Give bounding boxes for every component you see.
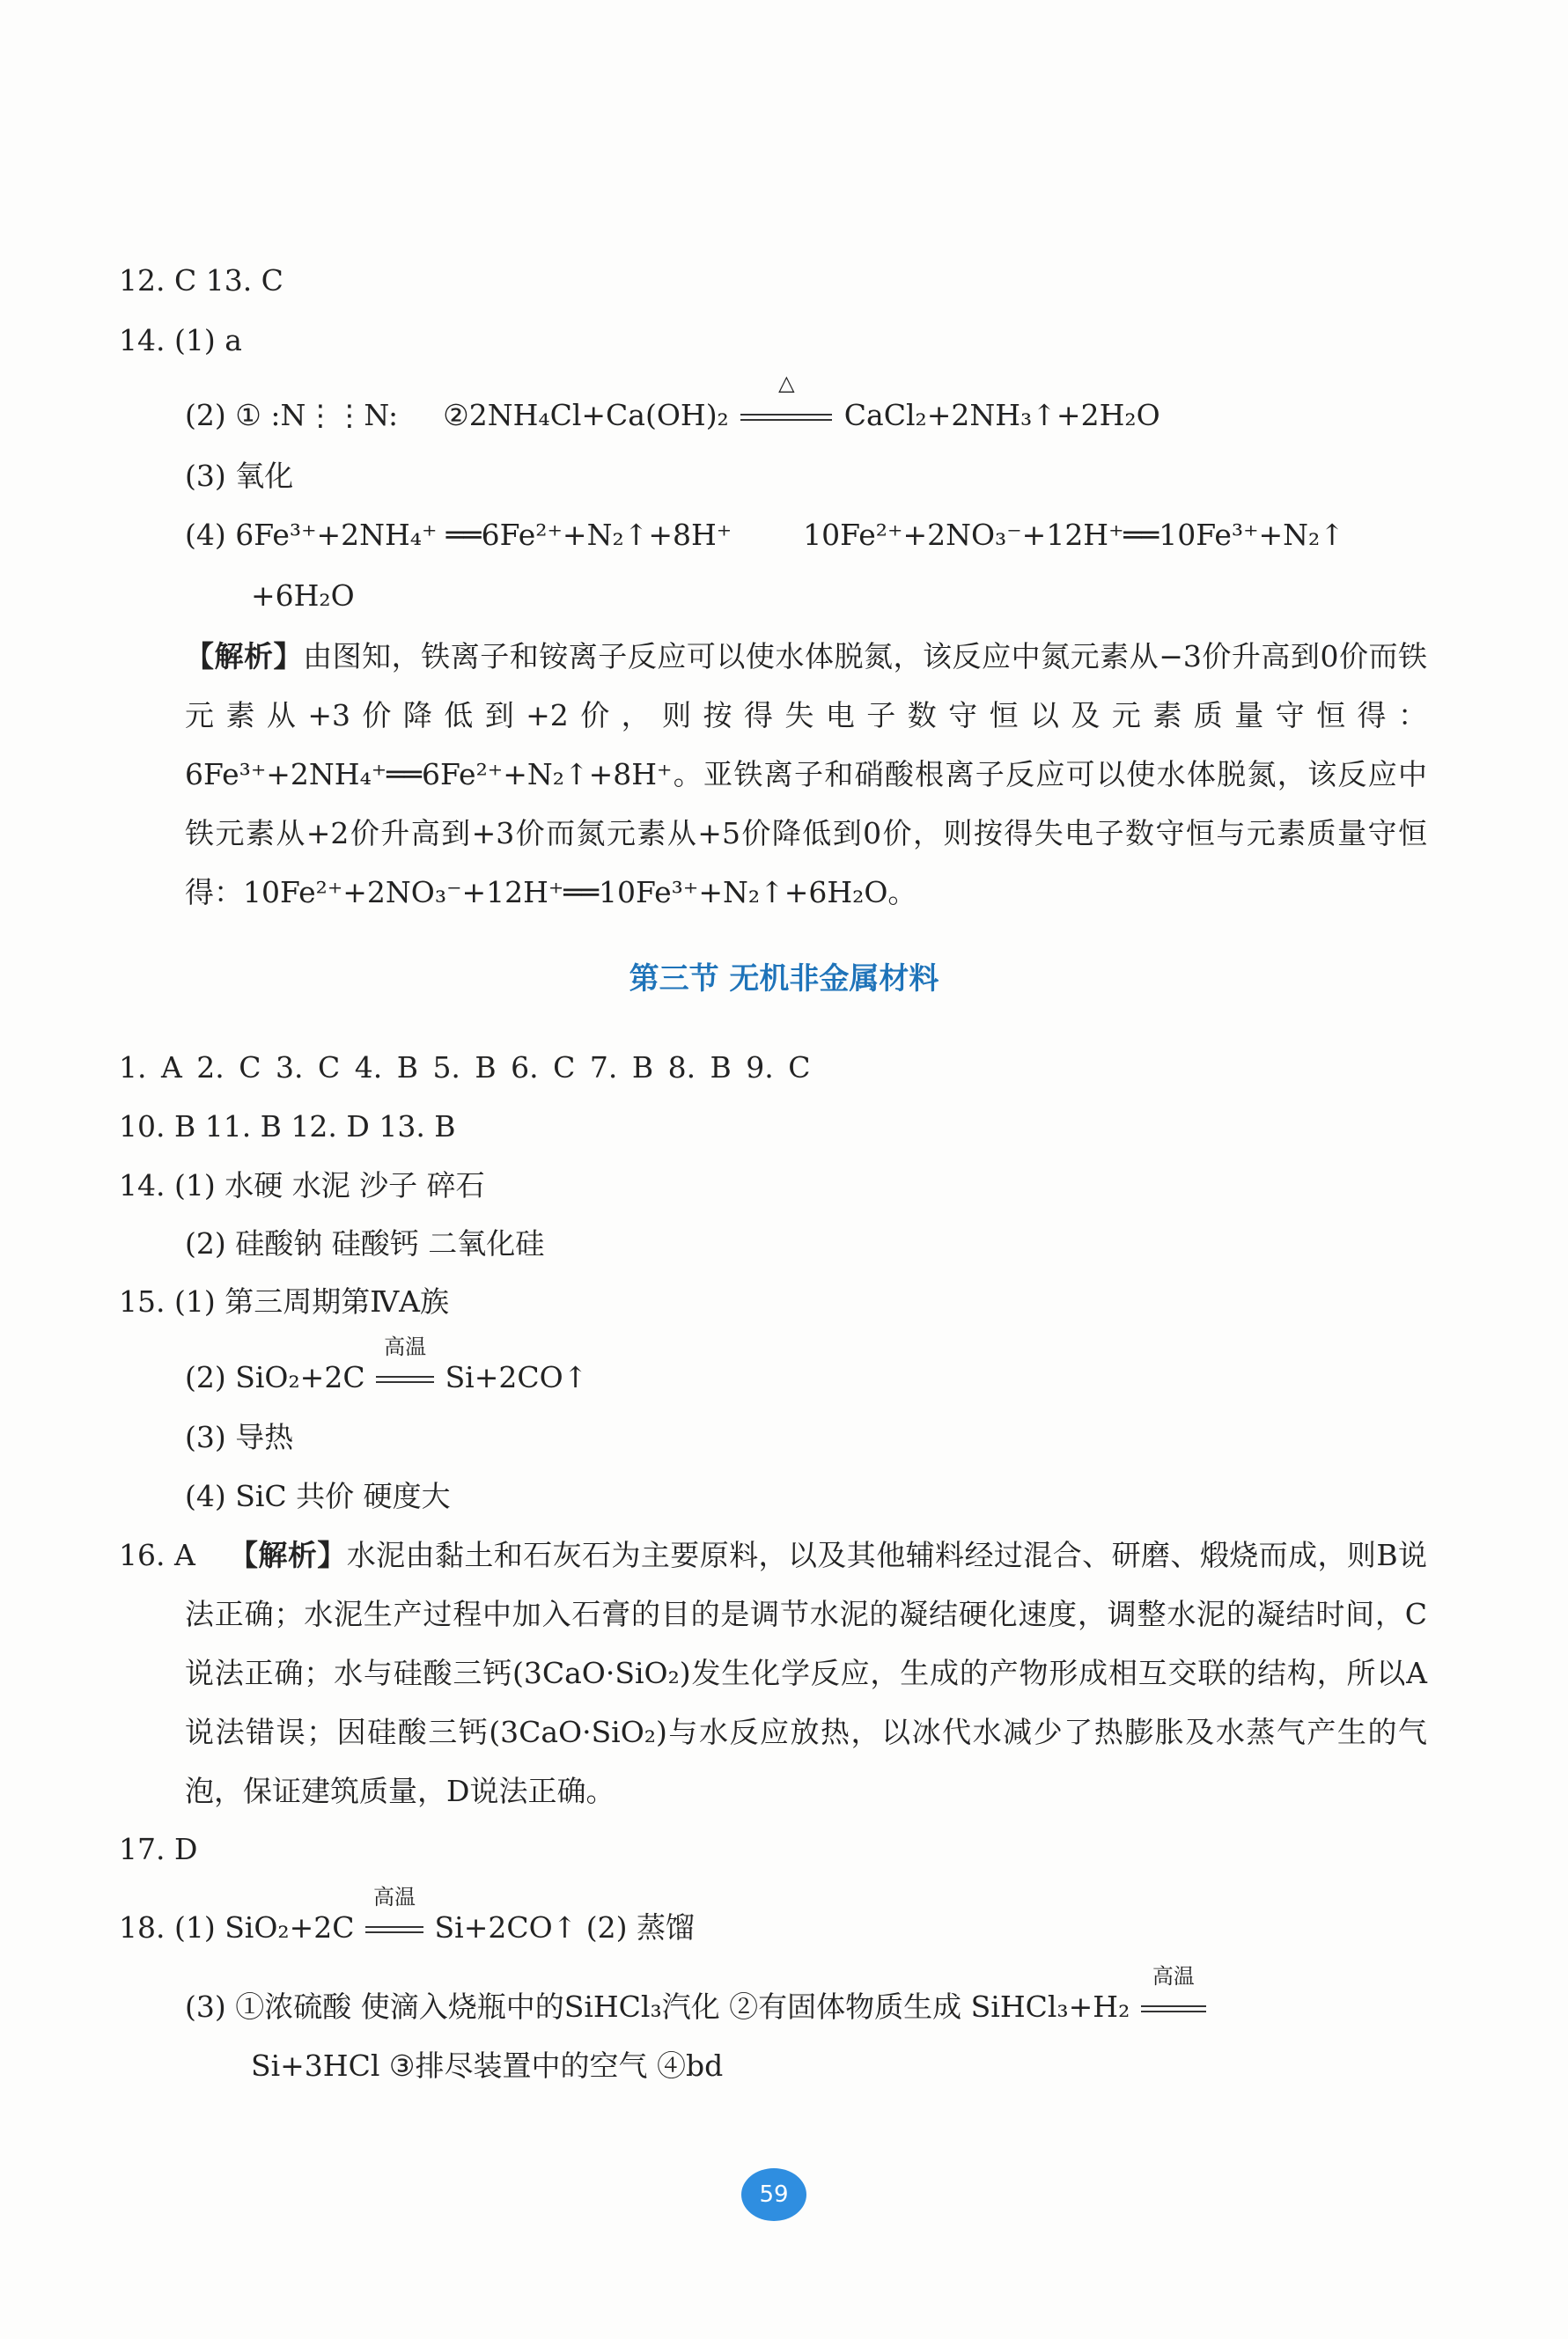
high-temp-condition: 高温 xyxy=(1139,1992,1208,2021)
equation-reactants: ②2NH₄Cl+Ca(OH)₂ xyxy=(443,398,729,432)
high-temp-condition: 高温 xyxy=(374,1363,436,1392)
answer-line-18-3-cont: Si+3HCl ③排尽装置中的空气 ④bd xyxy=(251,2048,724,2083)
heat-condition: △ xyxy=(738,401,835,430)
n2-electron-formula: :N⋮⋮N: xyxy=(270,398,399,432)
answer-line-14-2 xyxy=(185,371,1160,432)
answer-line-18-1 xyxy=(119,1885,696,1945)
equation-2: 10Fe²⁺+2NO₃⁻+12H⁺══10Fe³⁺+N₂↑ xyxy=(803,518,1344,552)
equation-products: CaCl₂+2NH₃↑+2H₂O xyxy=(843,398,1160,432)
answer-line-1-9: 1. A 2. C 3. C 4. B 5. B 6. C 7. B 8. B 9. C xyxy=(119,1050,811,1085)
answer-line-15-1: 15. (1) 第三周期第ⅣA族 xyxy=(119,1284,450,1319)
answer-line-15-2 xyxy=(185,1335,588,1394)
answer-line-15-3: (3) 导热 xyxy=(185,1420,294,1454)
explanation-text: 水泥由黏土和石灰石为主要原料，以及其他辅料经过混合、研磨、煅烧而成，则B说法正确；水泥生产过程中加入石膏的目的是调节水泥的凝结硬化速度，调整水泥的凝结时间，C说法正确；水与硅酸三钙(3CaO·SiO₂)发生化学反应，生成的产物形成相互交联的结构，所以A说法错误；因硅酸三钙(3CaO·SiO₂)与水反应放热，以冰代水减少了热膨胀及水蒸气产生的气泡，保证建筑质量，D说法正确。 xyxy=(185,1538,1427,1808)
page-number-badge: 59 xyxy=(741,2168,806,2221)
explanation-text: 由图知，铁离子和铵离子反应可以使水体脱氮，该反应中氮元素从−3价升高到0价而铁元素从+3价降低到+2价，则按得失电子数守恒以及元素质量守恒得：6Fe³⁺+2NH₄⁺══6Fe²⁺+N₂↑+8H⁺。亚铁离子和硝酸根离子反应可以使水体脱氮，该反应中铁元素从+2价升高到+3价而氮元素从+5价降低到0价，则按得失电子数守恒与元素质量守恒得：10Fe²⁺+2NO₃⁻+12H⁺══10Fe³⁺+N₂↑+6H₂O。 xyxy=(185,639,1427,909)
answer-line-14-2b: (2) 硅酸钠 硅酸钙 二氧化硅 xyxy=(185,1226,545,1261)
answer-line-14-4 xyxy=(185,518,1344,552)
answer-line-14-3: (3) 氧化 xyxy=(185,459,294,493)
explanation-tag: 【解析】 xyxy=(185,639,304,673)
equation-1: (4) 6Fe³⁺+2NH₄⁺ ══6Fe²⁺+N₂↑+8H⁺ xyxy=(185,518,732,552)
answer-16-number: 16. A xyxy=(119,1538,195,1572)
answer-line-14-4-cont: +6H₂O xyxy=(251,578,355,613)
answer-text: (3) ①浓硫酸 使滴入烧瓶中的SiHCl₃汽化 ②有固体物质生成 SiHCl₃+H₂ xyxy=(185,1990,1130,2024)
explanation-tag: 【解析】 xyxy=(229,1538,347,1572)
answer-line-17: 17. D xyxy=(119,1832,198,1866)
high-temp-condition: 高温 xyxy=(364,1913,425,1942)
equation-products: Si+2CO↑ (2) 蒸馏 xyxy=(434,1910,696,1945)
explanation-14 xyxy=(185,627,1427,922)
answer-line-10-13: 10. B 11. B 12. D 13. B xyxy=(119,1109,456,1144)
equation-products: Si+2CO↑ xyxy=(445,1360,588,1394)
answer-line-14-1b: 14. (1) 水硬 水泥 沙子 碎石 xyxy=(119,1168,485,1203)
item-label: (2) ① xyxy=(185,398,261,432)
answer-line-12-13: 12. C 13. C xyxy=(119,263,283,298)
equation-reactants: (2) SiO₂+2C xyxy=(185,1360,365,1394)
section-heading: 第三节 无机非金属材料 xyxy=(629,961,939,997)
answer-line-18-3 xyxy=(185,1964,1208,2024)
explanation-16 xyxy=(185,1526,1427,1820)
answer-line-15-4: (4) SiC 共价 硬度大 xyxy=(185,1479,451,1513)
equation-reactants: 18. (1) SiO₂+2C xyxy=(119,1910,355,1945)
answer-line-14-1: 14. (1) a xyxy=(119,323,242,357)
